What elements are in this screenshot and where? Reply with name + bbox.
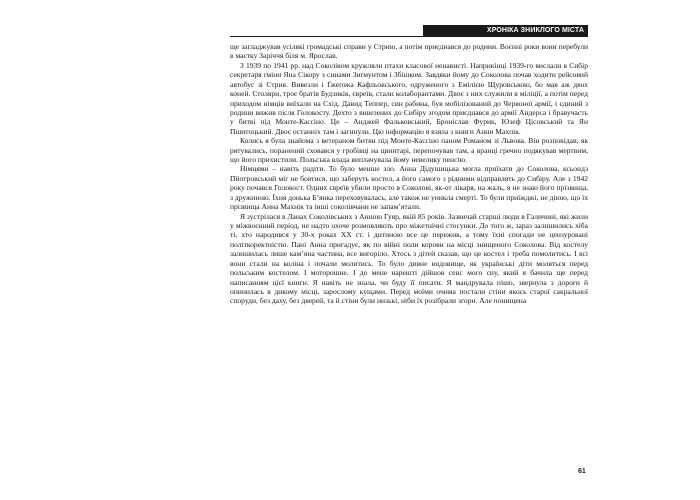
- paragraph: З 1939 по 1941 рр. над Соколівом кружляли птахи класової ненависті. Наприкінці 1939-го вислали в Сибір секретаря ґміни Яна Сікору з синами Зиґмунтом і Збішком. Завдяки йому до Соколова почав ходити рейсовий автобус зі Стрия. Вивезли і Ґжеґожа Кафльовського, одруженого з Емілією Щуровською, бо мав аж двох коней. Столяри, троє братів Будзиків, євреїв, стали колаборантами. Двоє з них служили в міліції, а потім перед приходом німців виїхали на Схід. Давид Теппер, син рабина, був мобілізований до Червоної армії, і єдиний з родини вижив після Голокосту. Дехто з вивезених до Сибіру згодом приєднався до армії Андерса і бравучасть у битві під Монте-Кассіно. Це – Анджей Фальковський, Броніслав Фурик, Юзеф Цісовський та Ян Пшитоцький. Двоє останніх там і загинули. Цю інформацію я взяла з книги Анни Махпік.: [230, 60, 588, 136]
- paragraph: Колись я була знайома з ветераном битви під Монте-Кассіно паном Романом зі Львова. Він розповідав, як рятувались, поранений сховався у гробівці на цвинтарі, перепочував там, а вранці гречно подякував мертвим, що його прихистили. Польська влада виплачувала йому невелику пенсію.: [230, 136, 588, 165]
- body-text: [230, 42, 588, 306]
- paragraph: ще загладжував усілякі громадські справи у Стрию, а потім приєднався до родини. Воєнні роки вони перебули в маєтку Заріччя біля м. Ярослав.: [230, 42, 588, 61]
- paragraph: Німцями – навіть радіти. То було менше зло. Анна Дідушицька могла приїхати до Соколова, ксьондз Пйотровський міг не боятися, що заберуть костел, а його самого з рідними відправлять до Сибіру. Але з 1942 року почався Голокост. Одних євреїв убили просто в Соколові, як-от лікаря, на жаль, я не знаю його прізвища, з дружиною. Їхня донька Б’янка переховувалась, але також не уникла смерті. То були приїжджі, не діюю, що їх прізвища Анна Махнік та інші соколівчани не запам’ятали.: [230, 164, 588, 212]
- paragraph: Я зустрілася в Ланах Соколівських з Анною Гуяр, якій 85 років. Зазвичай старші люди в Галичині, які жили у міжвоєнний період, не надто охоче розмовляють про міжетнічні стосунки. До того ж, зараз залишились хіба ті, хто народився у 30-х роках XX ст. і дитиною все це пережив, а тому їхні спогади не цензуровані політкоректністю. Пані Анна пригадує, як по війні поли корови на місці знищеного Соколова. Від костелу залишилась лише кам’яна частина, все вигоріло. Хтось з дітей сказав, що це костел і треба помолитись. І всі вони стали на коліна і почали молитись. То було дивне видовище, як українські діти моляться перед польським костелом. І моторошне. І до мене нарешті дійшов сенс мого сну, який я бачила ще перед написанням цієї книги. Я навіть не знала, чи буду її писати. Я мандрувала пішо, звернула з дороги й опинилась в дикому місці, зарослому кущами. Перед моїми очима постали стіни якось старої сакральної споруди, без даху, без дверей, та й стіни були низькі, ніби їх розібрали згори. Але понищена: [230, 211, 588, 306]
- page-number: 61: [578, 468, 586, 475]
- header-rule: [230, 36, 588, 37]
- running-header: ХРОНІКА ЗНИКЛОГО МІСТА: [423, 25, 588, 37]
